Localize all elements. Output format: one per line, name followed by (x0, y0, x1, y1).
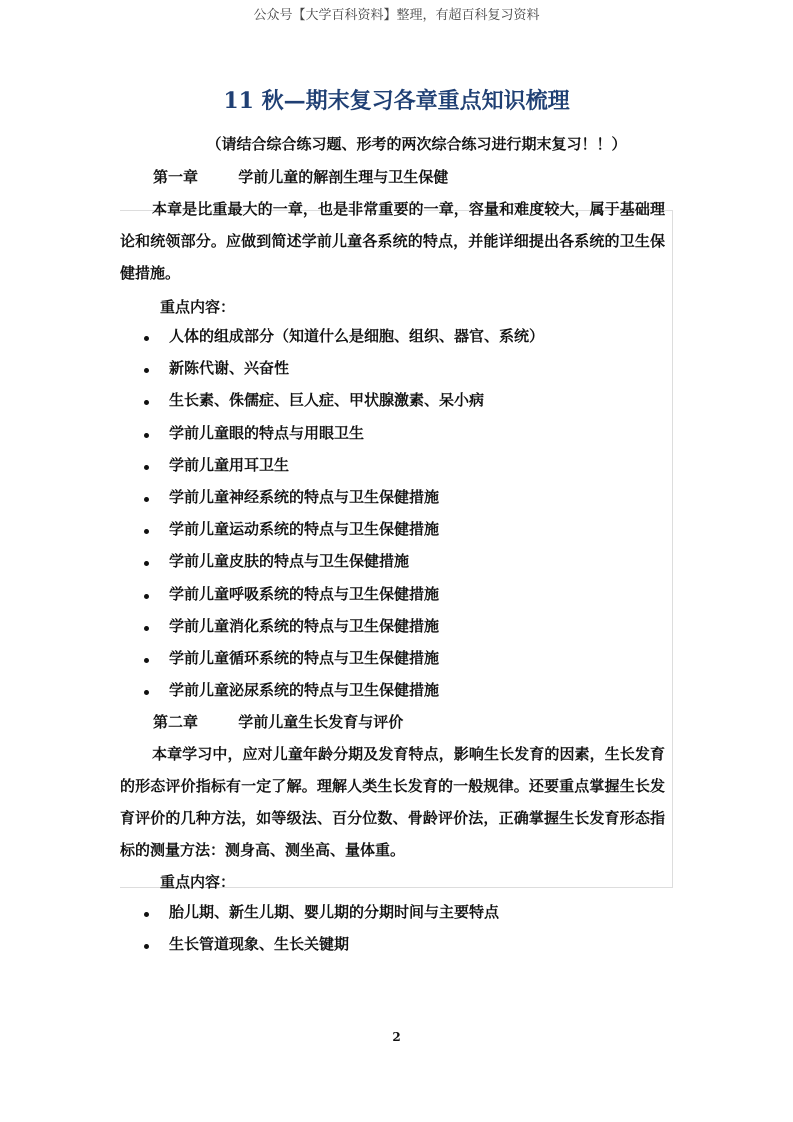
list-item: 学前儿童皮肤的特点与卫生保健措施 (140, 545, 660, 577)
chapter-2-key-label: 重点内容： (160, 873, 236, 891)
bullet-icon (144, 400, 149, 405)
chapter-2-name: 学前儿童生长发育与评价 (238, 713, 404, 731)
list-item: 学前儿童泌尿系统的特点与卫生保健措施 (140, 674, 660, 706)
document-subtitle: （请结合综合练习题、形考的两次综合练习进行期末复习！！） (206, 135, 627, 153)
bullet-icon (144, 658, 149, 663)
bullet-icon (144, 497, 149, 502)
list-item: 生长素、侏儒症、巨人症、甲状腺激素、呆小病 (140, 384, 660, 416)
chapter-1-key-label: 重点内容： (160, 298, 236, 316)
bullet-icon (144, 690, 149, 695)
list-item: 学前儿童眼的特点与用眼卫生 (140, 417, 660, 449)
bullet-icon (144, 336, 149, 341)
list-item: 学前儿童运动系统的特点与卫生保健措施 (140, 513, 660, 545)
list-item: 新陈代谢、兴奋性 (140, 352, 660, 384)
list-item: 学前儿童呼吸系统的特点与卫生保健措施 (140, 578, 660, 610)
chapter-2-intro: 本章学习中，应对儿童年龄分期及发育特点，影响生长发育的因素，生长发育的形态评价指标有一定了解。理解人类生长发育的一般规律。还要重点掌握生长发育评价的几种方法，如等级法、百分位数、骨龄评价法，正确掌握生长发育形态指标的测量方法：测身高、测坐高、量体重。 (120, 745, 665, 859)
list-item: 生长管道现象、生长关键期 (140, 928, 660, 960)
bullet-icon (144, 529, 149, 534)
document-title: 11 秋—期末复习各章重点知识梳理 (223, 88, 570, 114)
bullet-icon (144, 912, 149, 917)
bullet-icon (144, 944, 149, 949)
list-item: 胎儿期、新生儿期、婴儿期的分期时间与主要特点 (140, 896, 660, 928)
bullet-icon (144, 561, 149, 566)
bullet-icon (144, 626, 149, 631)
list-item: 学前儿童用耳卫生 (140, 449, 660, 481)
chapter-2-number: 第二章 (153, 713, 199, 731)
chapter-1-intro: 本章是比重最大的一章，也是非常重要的一章，容量和难度较大，属于基础理论和统领部分。应做到简述学前儿童各系统的特点，并能详细提出各系统的卫生保健措施。 (120, 200, 665, 282)
chapter-1-heading (153, 166, 448, 187)
bullet-icon (144, 368, 149, 373)
chapter-1-key-list (140, 320, 660, 706)
chapter-2-heading (153, 711, 403, 732)
page-header: 公众号【大学百科资料】整理，有超百科复习资料 (253, 8, 540, 23)
list-item: 学前儿童消化系统的特点与卫生保健措施 (140, 610, 660, 642)
bullet-icon (144, 465, 149, 470)
page-number: 2 (392, 1030, 401, 1044)
list-item: 学前儿童神经系统的特点与卫生保健措施 (140, 481, 660, 513)
list-item: 人体的组成部分（知道什么是细胞、组织、器官、系统） (140, 320, 660, 352)
chapter-1-number: 第一章 (153, 168, 199, 186)
list-item: 学前儿童循环系统的特点与卫生保健措施 (140, 642, 660, 674)
bullet-icon (144, 433, 149, 438)
chapter-1-name: 学前儿童的解剖生理与卫生保健 (238, 168, 449, 186)
chapter-2-key-list (140, 896, 660, 960)
bullet-icon (144, 594, 149, 599)
